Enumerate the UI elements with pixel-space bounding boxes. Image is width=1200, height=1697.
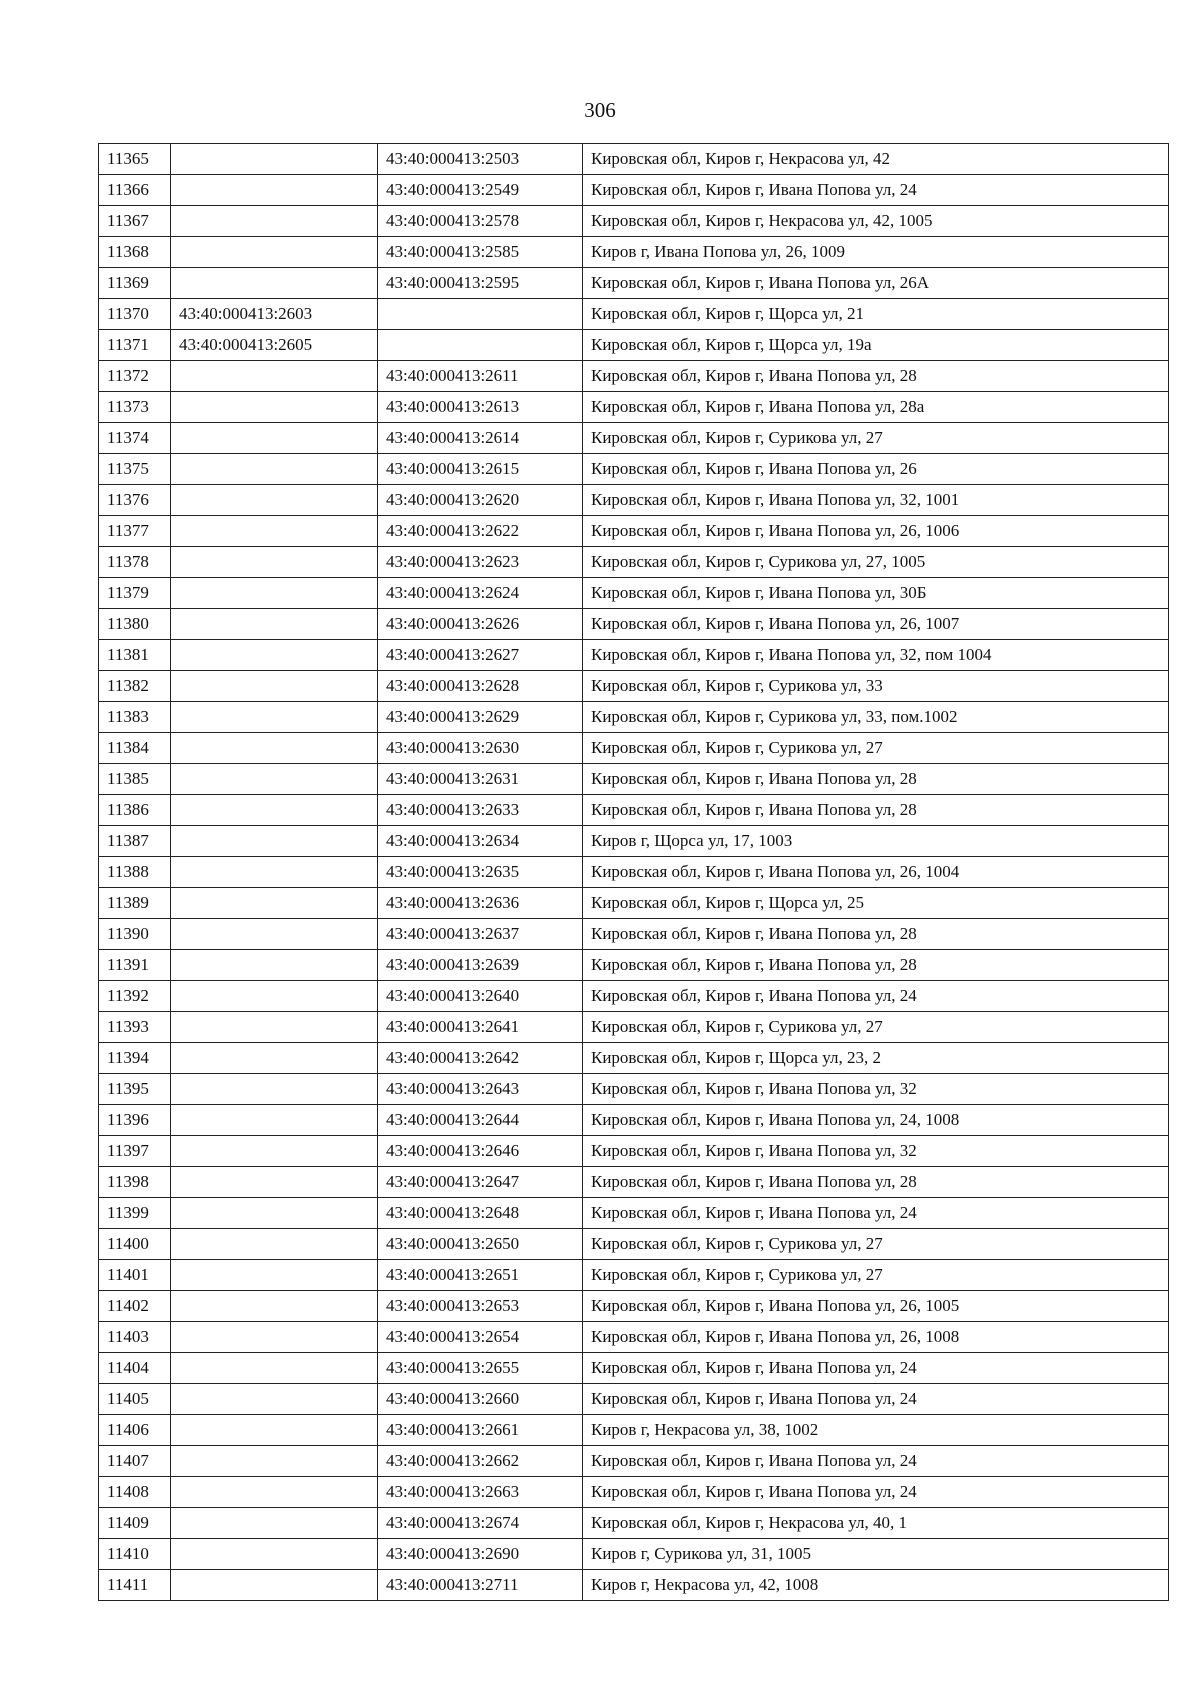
table-row	[99, 1167, 1169, 1198]
table-row	[99, 516, 1169, 547]
table-row	[99, 578, 1169, 609]
parcel-number-cell	[171, 1539, 378, 1570]
row-number-cell: 11410	[99, 1539, 171, 1570]
row-number-cell: 11373	[99, 392, 171, 423]
table-row	[99, 919, 1169, 950]
table-row	[99, 1539, 1169, 1570]
row-number-cell: 11375	[99, 454, 171, 485]
parcel-number-cell	[171, 857, 378, 888]
address-cell: Кировская обл, Киров г, Ивана Попова ул, 28	[583, 950, 1169, 981]
cadastral-number-cell: 43:40:000413:2651	[378, 1260, 583, 1291]
cadastral-number-cell: 43:40:000413:2624	[378, 578, 583, 609]
parcel-number-cell	[171, 919, 378, 950]
row-number-cell: 11395	[99, 1074, 171, 1105]
parcel-number-cell	[171, 1074, 378, 1105]
table-row	[99, 206, 1169, 237]
parcel-number-cell	[171, 1012, 378, 1043]
address-cell: Кировская обл, Киров г, Ивана Попова ул, 28	[583, 919, 1169, 950]
row-number-cell: 11406	[99, 1415, 171, 1446]
row-number-cell: 11370	[99, 299, 171, 330]
cadastral-number-cell: 43:40:000413:2662	[378, 1446, 583, 1477]
table-row	[99, 1384, 1169, 1415]
address-cell: Кировская обл, Киров г, Ивана Попова ул, 26	[583, 454, 1169, 485]
cadastral-number-cell: 43:40:000413:2647	[378, 1167, 583, 1198]
table-row	[99, 1415, 1169, 1446]
address-cell: Кировская обл, Киров г, Сурикова ул, 27	[583, 1012, 1169, 1043]
parcel-number-cell	[171, 1322, 378, 1353]
table-row	[99, 609, 1169, 640]
address-cell: Кировская обл, Киров г, Сурикова ул, 27	[583, 423, 1169, 454]
registry-table	[98, 143, 1169, 1601]
cadastral-number-cell: 43:40:000413:2640	[378, 981, 583, 1012]
row-number-cell: 11367	[99, 206, 171, 237]
parcel-number-cell	[171, 795, 378, 826]
table-row	[99, 423, 1169, 454]
parcel-number-cell	[171, 206, 378, 237]
address-cell: Кировская обл, Киров г, Ивана Попова ул, 28	[583, 795, 1169, 826]
address-cell: Кировская обл, Киров г, Щорса ул, 23, 2	[583, 1043, 1169, 1074]
cadastral-number-cell: 43:40:000413:2660	[378, 1384, 583, 1415]
address-cell: Кировская обл, Киров г, Ивана Попова ул, 24	[583, 1198, 1169, 1229]
address-cell: Кировская обл, Киров г, Ивана Попова ул, 24	[583, 1353, 1169, 1384]
cadastral-number-cell: 43:40:000413:2627	[378, 640, 583, 671]
cadastral-number-cell: 43:40:000413:2635	[378, 857, 583, 888]
table-row	[99, 1074, 1169, 1105]
row-number-cell: 11366	[99, 175, 171, 206]
row-number-cell: 11399	[99, 1198, 171, 1229]
row-number-cell: 11387	[99, 826, 171, 857]
address-cell: Киров г, Ивана Попова ул, 26, 1009	[583, 237, 1169, 268]
parcel-number-cell	[171, 640, 378, 671]
row-number-cell: 11397	[99, 1136, 171, 1167]
table-row	[99, 361, 1169, 392]
cadastral-number-cell: 43:40:000413:2653	[378, 1291, 583, 1322]
cadastral-number-cell	[378, 299, 583, 330]
row-number-cell: 11374	[99, 423, 171, 454]
row-number-cell: 11398	[99, 1167, 171, 1198]
cadastral-number-cell: 43:40:000413:2578	[378, 206, 583, 237]
cadastral-number-cell	[378, 330, 583, 361]
address-cell: Кировская обл, Киров г, Сурикова ул, 33, пом.1002	[583, 702, 1169, 733]
parcel-number-cell	[171, 1353, 378, 1384]
parcel-number-cell	[171, 361, 378, 392]
table-row	[99, 1198, 1169, 1229]
parcel-number-cell	[171, 1508, 378, 1539]
parcel-number-cell	[171, 1229, 378, 1260]
cadastral-number-cell: 43:40:000413:2629	[378, 702, 583, 733]
cadastral-number-cell: 43:40:000413:2611	[378, 361, 583, 392]
row-number-cell: 11369	[99, 268, 171, 299]
row-number-cell: 11382	[99, 671, 171, 702]
cadastral-number-cell: 43:40:000413:2663	[378, 1477, 583, 1508]
cadastral-number-cell: 43:40:000413:2615	[378, 454, 583, 485]
address-cell: Кировская обл, Киров г, Ивана Попова ул, 32	[583, 1074, 1169, 1105]
row-number-cell: 11408	[99, 1477, 171, 1508]
address-cell: Кировская обл, Киров г, Некрасова ул, 42	[583, 144, 1169, 175]
table-row	[99, 1446, 1169, 1477]
table-row	[99, 1570, 1169, 1601]
address-cell: Кировская обл, Киров г, Ивана Попова ул, 28	[583, 1167, 1169, 1198]
parcel-number-cell: 43:40:000413:2605	[171, 330, 378, 361]
address-cell: Кировская обл, Киров г, Щорса ул, 19а	[583, 330, 1169, 361]
row-number-cell: 11384	[99, 733, 171, 764]
table-row	[99, 175, 1169, 206]
row-number-cell: 11380	[99, 609, 171, 640]
cadastral-number-cell: 43:40:000413:2633	[378, 795, 583, 826]
table-row	[99, 764, 1169, 795]
address-cell: Киров г, Некрасова ул, 42, 1008	[583, 1570, 1169, 1601]
parcel-number-cell	[171, 547, 378, 578]
row-number-cell: 11390	[99, 919, 171, 950]
row-number-cell: 11407	[99, 1446, 171, 1477]
table-row	[99, 144, 1169, 175]
address-cell: Кировская обл, Киров г, Щорса ул, 25	[583, 888, 1169, 919]
address-cell: Кировская обл, Киров г, Ивана Попова ул, 32, пом 1004	[583, 640, 1169, 671]
row-number-cell: 11383	[99, 702, 171, 733]
row-number-cell: 11372	[99, 361, 171, 392]
table-row	[99, 268, 1169, 299]
address-cell: Кировская обл, Киров г, Ивана Попова ул, 26, 1006	[583, 516, 1169, 547]
cadastral-number-cell: 43:40:000413:2674	[378, 1508, 583, 1539]
parcel-number-cell	[171, 1446, 378, 1477]
parcel-number-cell	[171, 454, 378, 485]
table-row	[99, 330, 1169, 361]
cadastral-number-cell: 43:40:000413:2643	[378, 1074, 583, 1105]
row-number-cell: 11394	[99, 1043, 171, 1074]
row-number-cell: 11389	[99, 888, 171, 919]
row-number-cell: 11404	[99, 1353, 171, 1384]
table-row	[99, 1322, 1169, 1353]
table-row	[99, 1012, 1169, 1043]
parcel-number-cell	[171, 1291, 378, 1322]
address-cell: Кировская обл, Киров г, Ивана Попова ул, 32	[583, 1136, 1169, 1167]
cadastral-number-cell: 43:40:000413:2636	[378, 888, 583, 919]
row-number-cell: 11368	[99, 237, 171, 268]
address-cell: Кировская обл, Киров г, Ивана Попова ул, 26, 1005	[583, 1291, 1169, 1322]
cadastral-number-cell: 43:40:000413:2639	[378, 950, 583, 981]
parcel-number-cell	[171, 609, 378, 640]
table-row	[99, 485, 1169, 516]
cadastral-number-cell: 43:40:000413:2661	[378, 1415, 583, 1446]
cadastral-number-cell: 43:40:000413:2642	[378, 1043, 583, 1074]
table-row	[99, 702, 1169, 733]
address-cell: Кировская обл, Киров г, Ивана Попова ул, 24, 1008	[583, 1105, 1169, 1136]
parcel-number-cell	[171, 1105, 378, 1136]
table-row	[99, 888, 1169, 919]
address-cell: Кировская обл, Киров г, Ивана Попова ул, 28	[583, 361, 1169, 392]
row-number-cell: 11379	[99, 578, 171, 609]
table-row	[99, 733, 1169, 764]
cadastral-number-cell: 43:40:000413:2650	[378, 1229, 583, 1260]
row-number-cell: 11411	[99, 1570, 171, 1601]
row-number-cell: 11393	[99, 1012, 171, 1043]
row-number-cell: 11378	[99, 547, 171, 578]
row-number-cell: 11392	[99, 981, 171, 1012]
parcel-number-cell: 43:40:000413:2603	[171, 299, 378, 330]
address-cell: Кировская обл, Киров г, Ивана Попова ул, 24	[583, 981, 1169, 1012]
row-number-cell: 11396	[99, 1105, 171, 1136]
cadastral-number-cell: 43:40:000413:2585	[378, 237, 583, 268]
parcel-number-cell	[171, 578, 378, 609]
parcel-number-cell	[171, 423, 378, 454]
table-row	[99, 1508, 1169, 1539]
address-cell: Киров г, Некрасова ул, 38, 1002	[583, 1415, 1169, 1446]
cadastral-number-cell: 43:40:000413:2614	[378, 423, 583, 454]
table-row	[99, 299, 1169, 330]
parcel-number-cell	[171, 392, 378, 423]
address-cell: Кировская обл, Киров г, Ивана Попова ул, 26, 1007	[583, 609, 1169, 640]
address-cell: Кировская обл, Киров г, Сурикова ул, 27, 1005	[583, 547, 1169, 578]
cadastral-number-cell: 43:40:000413:2631	[378, 764, 583, 795]
row-number-cell: 11401	[99, 1260, 171, 1291]
table-row	[99, 1260, 1169, 1291]
address-cell: Кировская обл, Киров г, Ивана Попова ул, 28а	[583, 392, 1169, 423]
cadastral-number-cell: 43:40:000413:2623	[378, 547, 583, 578]
table-row	[99, 454, 1169, 485]
parcel-number-cell	[171, 981, 378, 1012]
address-cell: Кировская обл, Киров г, Сурикова ул, 33	[583, 671, 1169, 702]
cadastral-number-cell: 43:40:000413:2654	[378, 1322, 583, 1353]
parcel-number-cell	[171, 237, 378, 268]
parcel-number-cell	[171, 175, 378, 206]
row-number-cell: 11386	[99, 795, 171, 826]
cadastral-number-cell: 43:40:000413:2641	[378, 1012, 583, 1043]
table-row	[99, 981, 1169, 1012]
table-row	[99, 1477, 1169, 1508]
parcel-number-cell	[171, 1167, 378, 1198]
address-cell: Кировская обл, Киров г, Ивана Попова ул, 28	[583, 764, 1169, 795]
address-cell: Кировская обл, Киров г, Ивана Попова ул, 24	[583, 175, 1169, 206]
address-cell: Киров г, Щорса ул, 17, 1003	[583, 826, 1169, 857]
cadastral-number-cell: 43:40:000413:2503	[378, 144, 583, 175]
cadastral-number-cell: 43:40:000413:2613	[378, 392, 583, 423]
parcel-number-cell	[171, 733, 378, 764]
table-row	[99, 1105, 1169, 1136]
row-number-cell: 11402	[99, 1291, 171, 1322]
cadastral-number-cell: 43:40:000413:2690	[378, 1539, 583, 1570]
parcel-number-cell	[171, 1570, 378, 1601]
address-cell: Кировская обл, Киров г, Сурикова ул, 27	[583, 1229, 1169, 1260]
cadastral-number-cell: 43:40:000413:2626	[378, 609, 583, 640]
row-number-cell: 11371	[99, 330, 171, 361]
parcel-number-cell	[171, 888, 378, 919]
address-cell: Кировская обл, Киров г, Ивана Попова ул, 24	[583, 1446, 1169, 1477]
cadastral-number-cell: 43:40:000413:2620	[378, 485, 583, 516]
cadastral-number-cell: 43:40:000413:2648	[378, 1198, 583, 1229]
row-number-cell: 11385	[99, 764, 171, 795]
cadastral-number-cell: 43:40:000413:2634	[378, 826, 583, 857]
address-cell: Кировская обл, Киров г, Ивана Попова ул, 26А	[583, 268, 1169, 299]
cadastral-number-cell: 43:40:000413:2637	[378, 919, 583, 950]
parcel-number-cell	[171, 671, 378, 702]
cadastral-number-cell: 43:40:000413:2630	[378, 733, 583, 764]
address-cell: Кировская обл, Киров г, Некрасова ул, 42, 1005	[583, 206, 1169, 237]
table-row	[99, 1353, 1169, 1384]
parcel-number-cell	[171, 1136, 378, 1167]
parcel-number-cell	[171, 1477, 378, 1508]
table-row	[99, 1136, 1169, 1167]
parcel-number-cell	[171, 516, 378, 547]
cadastral-number-cell: 43:40:000413:2711	[378, 1570, 583, 1601]
cadastral-number-cell: 43:40:000413:2549	[378, 175, 583, 206]
parcel-number-cell	[171, 485, 378, 516]
parcel-number-cell	[171, 764, 378, 795]
address-cell: Кировская обл, Киров г, Некрасова ул, 40, 1	[583, 1508, 1169, 1539]
table-row	[99, 795, 1169, 826]
cadastral-number-cell: 43:40:000413:2622	[378, 516, 583, 547]
cadastral-number-cell: 43:40:000413:2644	[378, 1105, 583, 1136]
parcel-number-cell	[171, 1415, 378, 1446]
parcel-number-cell	[171, 144, 378, 175]
row-number-cell: 11403	[99, 1322, 171, 1353]
parcel-number-cell	[171, 1260, 378, 1291]
table-row	[99, 237, 1169, 268]
row-number-cell: 11400	[99, 1229, 171, 1260]
row-number-cell: 11388	[99, 857, 171, 888]
address-cell: Кировская обл, Киров г, Ивана Попова ул, 32, 1001	[583, 485, 1169, 516]
cadastral-number-cell: 43:40:000413:2655	[378, 1353, 583, 1384]
table-row	[99, 392, 1169, 423]
table-row	[99, 1291, 1169, 1322]
address-cell: Киров г, Сурикова ул, 31, 1005	[583, 1539, 1169, 1570]
page-number: 306	[584, 98, 616, 122]
address-cell: Кировская обл, Киров г, Ивана Попова ул, 26, 1004	[583, 857, 1169, 888]
parcel-number-cell	[171, 1384, 378, 1415]
parcel-number-cell	[171, 702, 378, 733]
row-number-cell: 11377	[99, 516, 171, 547]
table-row	[99, 671, 1169, 702]
cadastral-number-cell: 43:40:000413:2646	[378, 1136, 583, 1167]
row-number-cell: 11365	[99, 144, 171, 175]
row-number-cell: 11381	[99, 640, 171, 671]
address-cell: Кировская обл, Киров г, Сурикова ул, 27	[583, 1260, 1169, 1291]
row-number-cell: 11409	[99, 1508, 171, 1539]
parcel-number-cell	[171, 826, 378, 857]
row-number-cell: 11391	[99, 950, 171, 981]
table-row	[99, 826, 1169, 857]
table-row	[99, 950, 1169, 981]
parcel-number-cell	[171, 1043, 378, 1074]
table-row	[99, 640, 1169, 671]
row-number-cell: 11405	[99, 1384, 171, 1415]
table-row	[99, 857, 1169, 888]
cadastral-number-cell: 43:40:000413:2595	[378, 268, 583, 299]
registry-table-body	[99, 144, 1169, 1601]
address-cell: Кировская обл, Киров г, Ивана Попова ул, 24	[583, 1384, 1169, 1415]
address-cell: Кировская обл, Киров г, Ивана Попова ул, 24	[583, 1477, 1169, 1508]
cadastral-number-cell: 43:40:000413:2628	[378, 671, 583, 702]
parcel-number-cell	[171, 1198, 378, 1229]
table-row	[99, 1043, 1169, 1074]
parcel-number-cell	[171, 268, 378, 299]
address-cell: Кировская обл, Киров г, Ивана Попова ул, 26, 1008	[583, 1322, 1169, 1353]
address-cell: Кировская обл, Киров г, Щорса ул, 21	[583, 299, 1169, 330]
row-number-cell: 11376	[99, 485, 171, 516]
table-row	[99, 547, 1169, 578]
address-cell: Кировская обл, Киров г, Ивана Попова ул, 30Б	[583, 578, 1169, 609]
parcel-number-cell	[171, 950, 378, 981]
address-cell: Кировская обл, Киров г, Сурикова ул, 27	[583, 733, 1169, 764]
table-row	[99, 1229, 1169, 1260]
